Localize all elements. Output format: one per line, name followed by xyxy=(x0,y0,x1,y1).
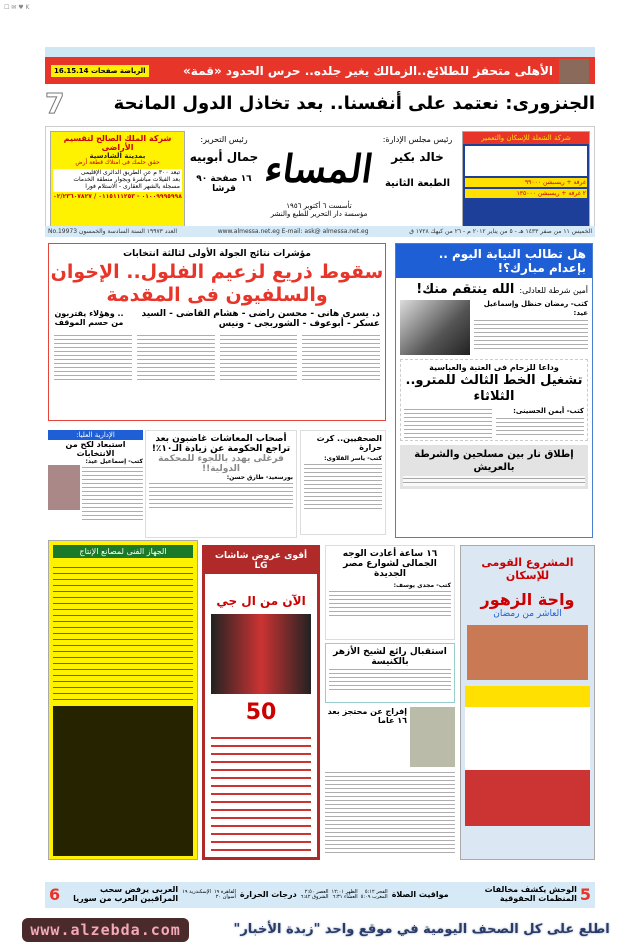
prisoner-headline: إفراج عن محتجز بعد ١٦ عاما xyxy=(327,707,407,725)
footer-page-left: 6 xyxy=(49,885,61,905)
footer-left-text: العربى يرفض سحب المراقبين العرب من سوريا xyxy=(73,885,179,903)
sports-banner xyxy=(45,57,595,84)
founded: تأسست ٦ أكتوبر ١٩٥٦ xyxy=(286,202,352,210)
lead-headline: سقوط ذريع لزعيم الفلول.. الإخوان والسلفيون فى المقدمة xyxy=(50,261,384,306)
page-ref: 7 xyxy=(45,86,65,120)
sheikh-photo xyxy=(410,707,455,767)
banner-text: اطلع على كل الصحف اليومية في موقع واحد "زبدة الأخبار" xyxy=(233,922,610,937)
sub-headline: الله ينتقم منك! xyxy=(416,282,515,297)
pensions-byline: بورسعيد- طارق حسن: xyxy=(226,474,293,481)
mubarak-photo xyxy=(400,300,470,355)
issue-number: العدد ١٩٩٧٣ السنة السادسة والخمسون No.19973 xyxy=(48,228,178,235)
streets-headline: ١٦ ساعة أعادت الوجه الجمالى لشوارع مصر الجديدة xyxy=(342,549,438,579)
azhar-story xyxy=(325,643,455,703)
pensions-subheadline: فرغلى يهدد باللجوء للمحكمة الدولية!! xyxy=(158,454,284,474)
editor-name: جمال أبوبيه xyxy=(189,150,259,164)
pensions-headline: أصحاب المعاشات غاضبون بعد تراجع الحكومة عن زيادة الـ١٠٪! xyxy=(151,434,291,454)
prayers-label: مواقيت الصلاة xyxy=(391,889,449,899)
chair-info xyxy=(379,135,456,189)
admin-headline: استبعاد لكح من الانتخابات xyxy=(65,440,126,458)
mubarak-headline: هل تطالب النيابة اليوم .. بإعدام مبارك؟! xyxy=(396,244,592,278)
prayer-times xyxy=(301,890,388,901)
yellow-ad-title: الجهاز الفنى لمصانع الإنتاج xyxy=(53,545,193,558)
lg-price: 50 xyxy=(245,700,277,725)
lead-side: .. وهؤلاء يقتربون من حسم الموقف xyxy=(54,309,124,327)
prayer-time: المغرب ٥:٠٩ xyxy=(360,894,388,900)
lead-story xyxy=(48,243,386,421)
temperatures xyxy=(182,890,236,901)
prayer-time: العشاء ٦:٣١ xyxy=(332,894,358,900)
journalists-headline: الصحفيين.. كرت حرارة xyxy=(316,434,382,452)
pensions-story xyxy=(145,430,297,538)
housing-name: واحة الزهور xyxy=(480,590,575,609)
tv-image xyxy=(211,614,311,694)
ad-left-point: مسجلة بالشهر العقارى - الاستلام فورا xyxy=(85,183,180,191)
newspaper-logo: المساء xyxy=(262,145,376,191)
ad-left-point: تبعد ٣٠٠ م عن الطريق الدائرى الإقليمى xyxy=(80,169,180,177)
sub-kicker: أمين شرطة للعادلى: xyxy=(519,286,588,295)
main-headline-text: الجنزورى: نعتمد على أنفسنا.. بعد تخاذل الدول المانحة xyxy=(113,92,595,114)
prayer-time: العصر ٢:٥٠ xyxy=(304,888,329,895)
main-headline xyxy=(45,87,595,119)
ad-right-line: غرفة + ريسبشن ٩٩٠٠٠ xyxy=(465,178,587,187)
azhar-headline: استقبال رائع لشيخ الأزهر بالكنيسة xyxy=(333,647,447,667)
prayer-time: الفجر ٥:١٢ xyxy=(364,888,388,895)
editor-info xyxy=(188,135,260,194)
metro-headline: تشغيل الخط الثالث للمترو.. الثلاثاء xyxy=(405,373,583,404)
ad-housing xyxy=(460,545,595,860)
journalists-byline: كتب- ياسر القلاوى: xyxy=(324,455,382,462)
lead-names: د. يسرى هانى - محسن راضى - هشام القاضى - السيد عسكر - أبوعوف - الشوربجى - ونيس xyxy=(141,309,380,329)
pages-price: ١٦ صفحة ٩٠ قرشا xyxy=(196,174,252,194)
temps-label: درجات الحرارة xyxy=(239,889,297,899)
temp: القاهرة ١٩ xyxy=(213,888,236,895)
housing-sub: العاشر من رمضان xyxy=(493,609,562,619)
banner-url[interactable]: www.alzebda.com xyxy=(22,918,188,942)
ad-left xyxy=(50,131,185,227)
right-column xyxy=(395,243,593,538)
lakah-photo xyxy=(48,465,80,510)
footer-strip xyxy=(45,882,595,908)
chair-name: خالد بكير xyxy=(391,150,444,164)
ad-left-slogan: حقق حلمك فى امتلاك قطعة أرض xyxy=(75,159,160,167)
lead-kicker: مؤشرات نتائج الجولة الأولى لثالثة انتخابات xyxy=(123,249,311,259)
ad-right-title: شركة الشعلة للإسكان والتعمير xyxy=(463,132,589,144)
player-photo xyxy=(559,59,589,83)
masthead xyxy=(45,126,595,230)
publisher: مؤسسة دار التحرير للطبع والنشر xyxy=(270,209,368,218)
ad-left-title: شركة الملك الصالح لتقسيم الأراضى xyxy=(63,134,172,153)
streets-story xyxy=(325,545,455,640)
metro-byline: كتب- أيمن الحسينى: xyxy=(513,407,584,415)
ad-lg xyxy=(202,545,320,860)
ad-right-line: ٢ غرفة + ريسبشن ١٣٥٠٠٠ xyxy=(465,189,587,198)
lg-sub: الآن من ال جي xyxy=(216,594,306,608)
admin-label: الإدارية العليا: xyxy=(48,430,143,440)
ad-left-point: بعد الفيلات مباشرة وبجوار منطقة الخدمات xyxy=(73,176,180,184)
admin-byline: كتب- إسماعيل عيد: xyxy=(85,458,143,465)
info-strip xyxy=(45,226,595,237)
chair-label: رئيس مجلس الإدارة: xyxy=(382,135,453,144)
footer-page-right: 5 xyxy=(579,885,591,905)
publisher-info xyxy=(262,203,376,218)
ad-left-city: بمدينة الشادسية xyxy=(89,152,146,161)
metro-kicker: وداعا للزحام فى العتبة والعباسية xyxy=(429,363,559,372)
building-photo xyxy=(467,625,588,680)
prisoner-story xyxy=(325,707,455,860)
bottom-banner xyxy=(0,912,632,947)
byline: كتب- رمضان حنظل وإسماعيل عيد: xyxy=(483,300,588,317)
journalists-story xyxy=(300,430,386,535)
prayer-time: الشروق ٦:٤٢ xyxy=(300,894,329,900)
sports-headline: الأهلى متحفز للطلائع..الزمالك يغير جلده.. حرس الحدود «قمة» xyxy=(183,63,553,78)
footer-right-text: الوحش يكشف مخالفات المنظمات الحقوقية xyxy=(484,885,577,903)
prayer-time: الظهر ١٢:٠١ xyxy=(331,888,358,895)
top-icons: ☐ ✉ ♥ K xyxy=(4,4,30,11)
temp: الإسكندرية ١٩ xyxy=(182,888,211,895)
website[interactable]: www.almessa.net.eg E-mail: ask@ almessa.net.eg xyxy=(217,228,369,235)
ad-right xyxy=(462,131,590,227)
ad-yellow xyxy=(48,540,198,860)
edition: الطبعة الثانية xyxy=(384,178,451,189)
issue-date: الخميس ١١ من صفر ١٤٣٣ هـ - ٥ من يناير ٢٠١٢ م - ٢٦ من كيهك ١٧٢٨ ق xyxy=(409,228,592,235)
temp: أسوان ٢٠ xyxy=(215,894,236,900)
admin-court-story xyxy=(48,430,143,535)
streets-byline: كتب- مجدى يوسف: xyxy=(393,582,451,589)
housing-title: المشروع القومى للإسكان xyxy=(481,556,574,582)
editor-label: رئيس التحرير: xyxy=(200,135,248,144)
sports-pages-badge: الرياضة صفحات 16.15.14 xyxy=(51,65,149,77)
ad-left-phones: ٠١٠٠٩٩٩٥٩٩٨ - ٠١١٥١١١٢٥٣ / ٠٢/٢٣٦٠٧٨٢٧ xyxy=(53,192,182,200)
arish-headline: إطلاق نار بين مسلحين والشرطة بالعريش xyxy=(414,449,574,473)
lg-title: أقوى عروض شاشات LG xyxy=(205,548,317,574)
